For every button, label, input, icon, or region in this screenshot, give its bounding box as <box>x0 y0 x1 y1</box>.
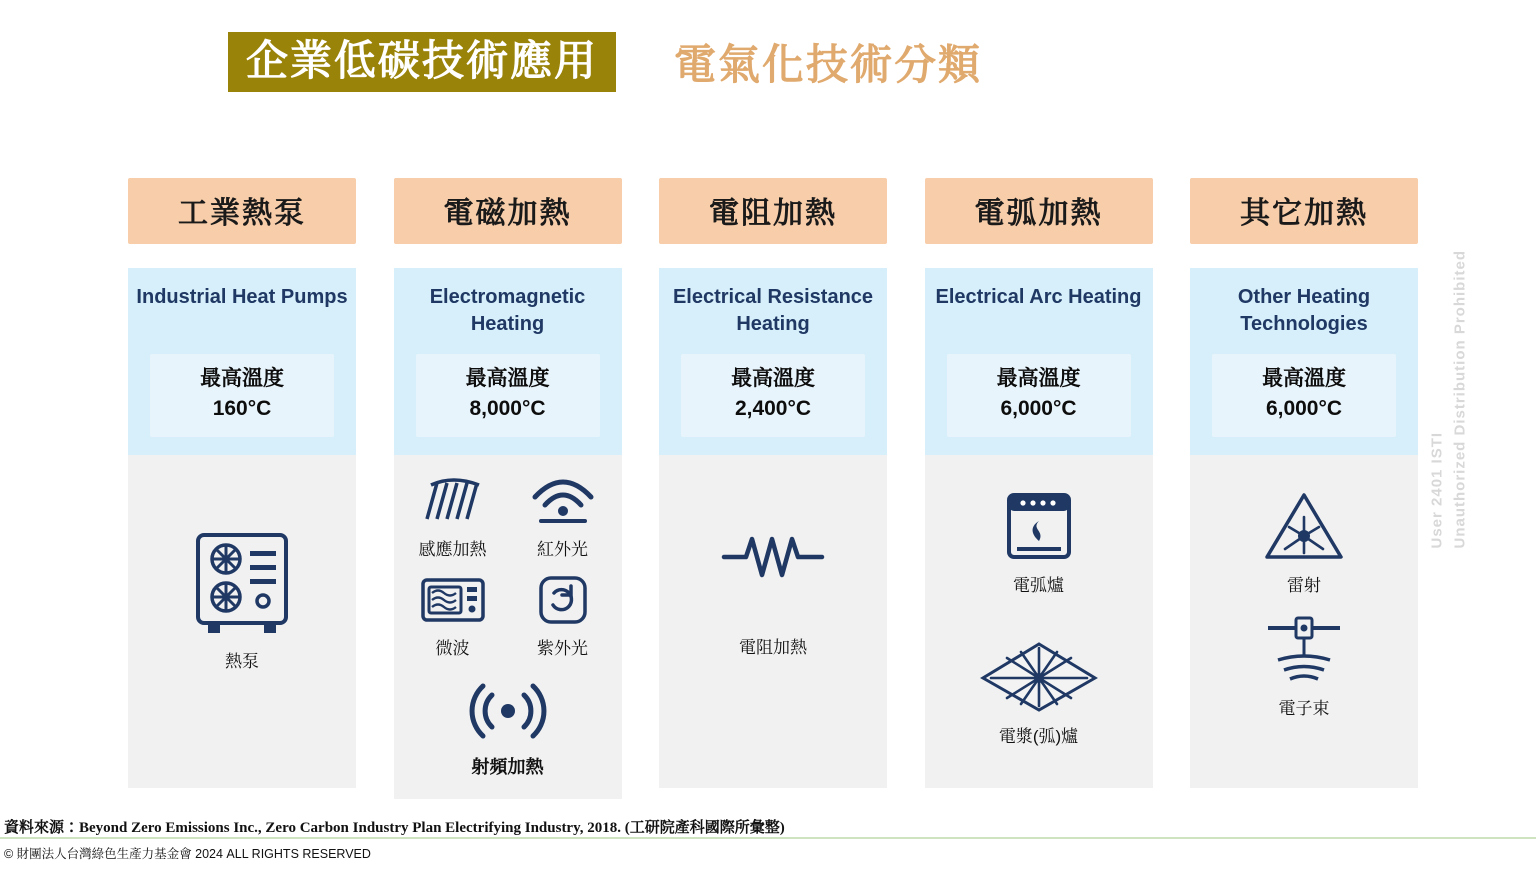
column-body <box>394 268 622 799</box>
list-item-label: 熱泵 <box>225 651 259 671</box>
column-top <box>659 268 887 455</box>
list-item-label: 射頻加熱 <box>471 756 544 777</box>
page-title-row <box>0 24 1536 100</box>
list-item <box>510 572 616 659</box>
column-en-title: Electromagnetic Heating <box>429 286 586 335</box>
column-body <box>128 268 356 788</box>
electron-beam-icon <box>1258 612 1350 688</box>
list-item <box>1258 612 1350 719</box>
column-top <box>925 268 1153 455</box>
list-item <box>718 529 828 658</box>
page-title-badge: 企業低碳技術應用 <box>228 32 616 92</box>
heat-pump-unit-icon <box>190 529 294 641</box>
infrared-wave-icon <box>527 473 599 529</box>
list-item <box>510 473 616 560</box>
ultraviolet-cycle-icon <box>527 572 599 628</box>
max-temperature-box <box>416 354 600 437</box>
list-item <box>190 529 294 672</box>
column-icons <box>1190 455 1418 739</box>
arc-furnace-icon <box>1001 489 1077 565</box>
max-temperature-label: 最高溫度 <box>200 367 284 390</box>
max-temperature-box <box>1212 354 1396 437</box>
technology-columns <box>128 178 1418 799</box>
max-temperature-box <box>681 354 865 437</box>
column-header: 電弧加熱 <box>925 178 1153 244</box>
max-temperature-label: 最高溫度 <box>996 367 1081 390</box>
source-note: 資料來源：Beyond Zero Emissions Inc., Zero Carbon Industry Plan Electrifying Industry, 2018. (工研院產科國際所彙整) <box>4 820 785 836</box>
max-temperature-box <box>947 354 1131 437</box>
max-temperature-value: 6,000°C <box>1000 397 1077 421</box>
list-item-label: 電阻加熱 <box>739 637 807 657</box>
column-icons <box>659 455 887 678</box>
column-icons <box>394 455 622 799</box>
list-item <box>400 572 506 659</box>
resistor-zigzag-icon <box>718 529 828 585</box>
max-temperature-box <box>150 354 334 437</box>
max-temperature-label: 最高溫度 <box>465 367 550 390</box>
column-industrial-heat-pumps <box>128 178 356 799</box>
microwave-oven-icon <box>417 572 489 628</box>
column-other-heating-technologies <box>1190 178 1418 799</box>
page-subtitle: 電氣化技術分類 <box>674 41 983 88</box>
list-item <box>465 675 551 779</box>
column-header: 電阻加熱 <box>659 178 887 244</box>
column-electrical-resistance-heating <box>659 178 887 799</box>
list-item-label: 紫外光 <box>537 638 588 658</box>
column-electrical-arc-heating <box>925 178 1153 799</box>
laser-triangle-icon <box>1261 489 1347 565</box>
list-item-label: 微波 <box>435 638 470 658</box>
radio-frequency-icon <box>465 675 551 747</box>
column-body <box>1190 268 1418 788</box>
list-item <box>977 630 1101 747</box>
list-item-label: 紅外光 <box>537 539 588 559</box>
column-header: 其它加熱 <box>1190 178 1418 244</box>
max-temperature-value: 160°C <box>212 397 272 421</box>
column-top <box>1190 268 1418 455</box>
column-top <box>128 268 356 455</box>
column-header: 工業熱泵 <box>128 178 356 244</box>
watermark <box>1426 250 1471 549</box>
watermark-line2: Unauthorized Distribution Prohibited <box>1450 250 1468 549</box>
max-temperature-value: 8,000°C <box>469 397 546 421</box>
column-header: 電磁加熱 <box>394 178 622 244</box>
column-icons <box>925 455 1153 767</box>
list-item <box>400 473 506 560</box>
max-temperature-label: 最高溫度 <box>1262 367 1346 390</box>
column-body <box>659 268 887 788</box>
column-top <box>394 268 622 455</box>
column-en-title: Industrial Heat Pumps <box>136 286 348 308</box>
column-en-title: Other Heating Technologies <box>1237 286 1371 335</box>
list-item-label: 電子束 <box>1278 698 1330 718</box>
list-item-label: 感應加熱 <box>418 539 487 559</box>
column-body <box>925 268 1153 788</box>
max-temperature-value: 2,400°C <box>734 397 812 421</box>
column-en-title: Electrical Arc Heating <box>935 286 1142 308</box>
plasma-arc-furnace-icon <box>977 630 1101 716</box>
icon-grid <box>394 473 622 659</box>
list-item-label: 雷射 <box>1287 575 1321 595</box>
list-item <box>1261 489 1347 596</box>
column-icons <box>128 455 356 692</box>
column-electromagnetic-heating <box>394 178 622 799</box>
list-item-label: 電漿(弧)爐 <box>998 726 1079 746</box>
column-en-title: Electrical Resistance Heating <box>672 286 874 335</box>
list-item <box>1001 489 1077 596</box>
induction-coil-icon <box>417 473 489 529</box>
watermark-line1: User 2401 ISTI <box>1428 431 1445 549</box>
list-item-label: 電弧爐 <box>1013 575 1064 595</box>
max-temperature-value: 6,000°C <box>1265 397 1343 421</box>
max-temperature-label: 最高溫度 <box>731 367 815 390</box>
copyright-text: © 財團法人台灣綠色生產力基金會 2024 ALL RIGHTS RESERVED <box>4 847 371 861</box>
